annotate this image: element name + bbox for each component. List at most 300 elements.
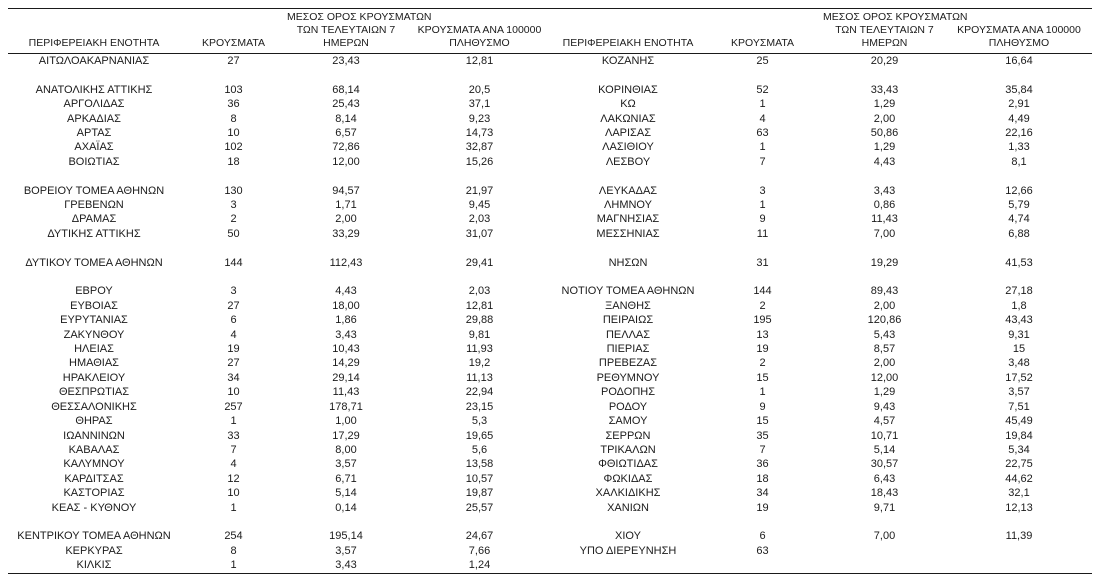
- cell-per100k-left: 31,07: [465, 227, 494, 240]
- cell-avg7-right: 11,43: [871, 213, 898, 226]
- header-region-right: [554, 9, 702, 54]
- cell-per100k-right: 6,88: [1008, 227, 1030, 240]
- cell-region-left: ΕΥΡΥΤΑΝΙΑΣ: [60, 314, 128, 327]
- cell-cases-right: 11: [756, 227, 769, 240]
- table-row: [8, 313, 1092, 327]
- cell-region-right: ΛΕΥΚΑΔΑΣ: [598, 184, 658, 197]
- cell-region-right: ΜΑΓΝΗΣΙΑΣ: [596, 213, 660, 226]
- cell-cases-left: 8: [230, 544, 237, 557]
- cell-region-right: ΝΟΤΙΟΥ ΤΟΜΕΑ ΑΘΗΝΩΝ: [561, 285, 695, 298]
- cell-region-left: ΔΥΤΙΚΗΣ ΑΤΤΙΚΗΣ: [47, 227, 141, 240]
- cell-avg7-left: [287, 270, 405, 284]
- header-avg7-right-line2: ΤΩΝ ΤΕΛΕΥΤΑΙΩΝ 7: [835, 24, 934, 36]
- cell-region-right: ΧΙΟΥ: [615, 530, 641, 543]
- cell-cases-right: 34: [756, 487, 769, 500]
- cell-per100k-right: 44,62: [1005, 472, 1033, 485]
- cell-cases-right: [702, 241, 823, 255]
- cell-cases-right: 1: [759, 386, 766, 399]
- cell-avg7-right: 2,00: [873, 299, 896, 312]
- cell-per100k-right: 22,16: [1005, 127, 1033, 140]
- cell-region-right: ΛΑΚΩΝΙΑΣ: [600, 112, 656, 125]
- cell-per100k-right: 4,49: [1008, 112, 1030, 125]
- header-cases-left-label: ΚΡΟΥΣΜΑΤΑ: [202, 37, 265, 49]
- cell-cases-right: [702, 169, 823, 183]
- cell-region-left: ΚΙΛΚΙΣ: [76, 559, 112, 572]
- cell-cases-left: 254: [224, 530, 243, 543]
- cell-avg7-right: 30,57: [870, 458, 899, 471]
- cell-region-left: ΘΕΣΣΑΛΟΝΙΚΗΣ: [51, 400, 137, 413]
- cell-cases-right: 63: [756, 127, 769, 140]
- cell-cases-left: 144: [224, 256, 243, 269]
- cell-per100k-left: 23,15: [465, 400, 494, 413]
- cell-region-left: ΚΑΒΑΛΑΣ: [68, 443, 120, 456]
- cell-avg7-right: 20,29: [870, 55, 899, 67]
- cell-region-left: ΚΑΡΔΙΤΣΑΣ: [64, 472, 124, 485]
- cell-per100k-right: 16,64: [1005, 55, 1033, 67]
- header-per100k-right-line1: ΚΡΟΥΣΜΑΤΑ ΑΝΑ 100000: [957, 24, 1081, 36]
- cell-per100k-left: 22,94: [465, 386, 494, 399]
- cell-avg7-left: 4,43: [335, 285, 357, 298]
- spacer-row: [8, 270, 1092, 284]
- cell-per100k-left: 12,81: [465, 299, 494, 312]
- cell-cases-left: [180, 515, 287, 529]
- cell-per100k-right: 9,31: [1008, 328, 1030, 341]
- cell-per100k-left: 1,24: [468, 559, 491, 572]
- cell-region-right: ΠΙΕΡΙΑΣ: [606, 343, 650, 356]
- cell-cases-left: 10: [227, 127, 240, 140]
- cell-avg7-left: [287, 515, 405, 529]
- cell-region-right: ΡΟΔΟΥ: [608, 400, 648, 413]
- cell-avg7-right: [823, 169, 946, 183]
- cell-per100k-right: 5,79: [1008, 199, 1030, 212]
- cell-cases-right: 19: [756, 343, 769, 356]
- cell-region-right: ΛΑΣΙΘΙΟΥ: [602, 141, 654, 154]
- cell-cases-left: 12: [227, 472, 240, 485]
- cell-cases-left: 50: [227, 227, 240, 240]
- cell-per100k-right: 15: [1012, 343, 1026, 356]
- cell-region-right: ΤΡΙΚΑΛΩΝ: [600, 443, 656, 456]
- cell-cases-right: 63: [756, 544, 769, 557]
- cell-cases-right: 7: [759, 155, 766, 168]
- table-row: [8, 184, 1092, 198]
- cell-per100k-left: 24,67: [465, 530, 494, 543]
- cell-cases-right: 195: [753, 314, 772, 327]
- cell-region-right: ΡΕΘΥΜΝΟΥ: [596, 371, 660, 384]
- header-avg7-left-line1: ΜΕΣΟΣ ΟΡΟΣ ΚΡΟΥΣΜΑΤΩΝ: [287, 11, 432, 23]
- cell-region-left: ΚΕΝΤΡΙΚΟΥ ΤΟΜΕΑ ΑΘΗΝΩΝ: [17, 530, 171, 543]
- header-region-left-label: ΠΕΡΙΦΕΡΕΙΑΚΗ ΕΝΟΤΗΤΑ: [28, 37, 160, 49]
- table-body: [8, 54, 1092, 574]
- cell-per100k-right: 3,48: [1008, 357, 1030, 370]
- cell-region-left: ΘΗΡΑΣ: [75, 415, 113, 428]
- cell-per100k-right: [946, 241, 1092, 255]
- cell-cases-right: [702, 558, 823, 573]
- cell-per100k-left: 21,97: [465, 184, 494, 197]
- cell-cases-right: 7: [759, 443, 766, 456]
- cell-per100k-right: 1,8: [1011, 299, 1027, 312]
- cell-per100k-left: 2,03: [468, 213, 491, 226]
- cell-avg7-right: 5,43: [873, 328, 896, 341]
- table-row: [8, 501, 1092, 515]
- cell-cases-left: [180, 270, 287, 284]
- cell-cases-right: 25: [756, 55, 769, 67]
- table-row: [8, 299, 1092, 313]
- cell-cases-right: 4: [759, 112, 766, 125]
- cell-per100k-left: 29,88: [465, 314, 494, 327]
- table-row: [8, 140, 1092, 154]
- cell-cases-left: 1: [230, 559, 237, 572]
- cell-cases-right: 15: [756, 371, 769, 384]
- header-per100k-left-line1: ΚΡΟΥΣΜΑΤΑ ΑΝΑ 100000: [417, 24, 542, 36]
- cell-avg7-left: 5,14: [335, 487, 357, 500]
- cell-avg7-left: 94,57: [332, 184, 360, 197]
- header-region-right-label: ΠΕΡΙΦΕΡΕΙΑΚΗ ΕΝΟΤΗΤΑ: [562, 37, 694, 49]
- cell-avg7-left: 25,43: [332, 98, 360, 111]
- regional-cases-table: [8, 8, 1092, 574]
- table-row: [8, 385, 1092, 399]
- cell-avg7-left: [287, 169, 405, 183]
- cell-cases-left: 1: [230, 501, 237, 514]
- cell-region-right: [554, 241, 702, 255]
- cell-region-right: ΝΗΣΩΝ: [608, 256, 648, 269]
- cell-cases-left: 33: [227, 429, 240, 442]
- cell-region-left: ΕΥΒΟΙΑΣ: [70, 299, 118, 312]
- header-cases-right-label: ΚΡΟΥΣΜΑΤΑ: [731, 37, 794, 49]
- cell-avg7-left: 23,43: [332, 55, 360, 67]
- cell-avg7-left: 29,14: [332, 371, 360, 384]
- cell-cases-right: 1: [759, 141, 766, 154]
- cell-cases-left: 10: [227, 487, 240, 500]
- cell-region-left: ΑΙΤΩΛΟΑΚΑΡΝΑΝΙΑΣ: [38, 55, 150, 67]
- cell-region-left: ΚΑΣΤΟΡΙΑΣ: [63, 487, 125, 500]
- cell-cases-right: [702, 68, 823, 82]
- cell-region-right: ΧΑΝΙΩΝ: [607, 501, 649, 514]
- cell-avg7-right: 6,43: [873, 472, 896, 485]
- cell-region-right: ΛΑΡΙΣΑΣ: [604, 127, 651, 140]
- cell-per100k-right: [946, 169, 1092, 183]
- cell-avg7-right: [823, 241, 946, 255]
- table-row: [8, 529, 1092, 543]
- table-row: [8, 256, 1092, 270]
- cell-per100k-left: 20,5: [468, 83, 491, 96]
- cell-region-left: ΗΛΕΙΑΣ: [74, 343, 114, 356]
- cell-region-left: ΒΟΙΩΤΙΑΣ: [68, 155, 120, 168]
- cell-avg7-left: 6,71: [335, 472, 357, 485]
- header-cases-left: [180, 9, 287, 54]
- table-row: [8, 155, 1092, 169]
- cell-region-left: ΑΧΑΪΑΣ: [74, 141, 114, 154]
- cell-avg7-right: 9,71: [873, 501, 896, 514]
- cell-per100k-left: 19,2: [468, 357, 491, 370]
- header-region-left: [8, 9, 180, 54]
- cell-region-right: ΚΟΡΙΝΘΙΑΣ: [598, 83, 658, 96]
- cell-avg7-left: 17,29: [332, 429, 360, 442]
- cell-avg7-right: 19,29: [870, 256, 899, 269]
- cell-cases-right: 1: [759, 199, 766, 212]
- header-avg7-left: [287, 9, 432, 54]
- cell-per100k-left: 9,23: [468, 112, 491, 125]
- cell-per100k-left: 11,13: [466, 371, 493, 384]
- header-avg7-left-line3: ΗΜΕΡΩΝ: [323, 37, 369, 49]
- cell-per100k-left: 7,66: [468, 544, 491, 557]
- cell-avg7-left: 33,29: [332, 227, 360, 240]
- table-row: [8, 414, 1092, 428]
- cell-per100k-right: 4,74: [1008, 213, 1030, 226]
- table-row: [8, 97, 1092, 111]
- cell-region-left: ΗΡΑΚΛΕΙΟΥ: [62, 371, 126, 384]
- cell-region-left: ΚΕΑΣ - ΚΥΘΝΟΥ: [51, 501, 137, 514]
- cell-per100k-right: [946, 558, 1092, 573]
- cell-avg7-left: 72,86: [332, 141, 360, 154]
- cell-cases-left: 3: [230, 285, 237, 298]
- header-cases-right: [702, 9, 823, 54]
- cell-region-left: [8, 169, 180, 183]
- table-row: [8, 212, 1092, 226]
- cell-per100k-right: [946, 68, 1092, 82]
- cell-per100k-left: [405, 515, 554, 529]
- cell-avg7-right: 5,14: [873, 443, 896, 456]
- table-row: [8, 328, 1092, 342]
- cell-per100k-right: 12,13: [1005, 501, 1033, 514]
- cell-region-right: ΛΗΜΝΟΥ: [604, 199, 652, 212]
- cell-avg7-right: 1,29: [873, 98, 896, 111]
- cell-avg7-right: 12,00: [870, 371, 899, 384]
- cell-avg7-right: 9,43: [873, 400, 896, 413]
- cell-cases-left: [180, 169, 287, 183]
- cell-region-left: [8, 270, 180, 284]
- cell-per100k-right: 27,18: [1005, 285, 1033, 298]
- cell-region-right: ΚΩ: [620, 98, 636, 111]
- cell-avg7-left: 8,00: [335, 443, 357, 456]
- cell-avg7-left: 68,14: [332, 83, 360, 96]
- cell-avg7-right: 1,29: [873, 141, 896, 154]
- cell-avg7-left: [287, 68, 405, 82]
- cell-region-left: ΖΑΚΥΝΘΟΥ: [63, 328, 125, 341]
- cell-region-left: ΑΝΑΤΟΛΙΚΗΣ ΑΤΤΙΚΗΣ: [35, 83, 153, 96]
- cell-avg7-left: 0,14: [335, 501, 357, 514]
- cell-cases-left: 19: [227, 343, 240, 356]
- cell-avg7-left: 1,00: [335, 415, 357, 428]
- cell-region-left: ΓΡΕΒΕΝΩΝ: [64, 199, 124, 212]
- cell-avg7-left: [287, 241, 405, 255]
- cell-cases-left: 102: [224, 141, 243, 154]
- cell-cases-right: 13: [756, 328, 769, 341]
- cell-region-left: ΚΑΛΥΜΝΟΥ: [63, 458, 125, 471]
- cell-region-left: [8, 241, 180, 255]
- cell-per100k-left: 29,41: [465, 256, 494, 269]
- cell-cases-left: [180, 68, 287, 82]
- cell-avg7-right: 7,00: [873, 530, 896, 543]
- table-row: [8, 356, 1092, 370]
- cell-per100k-left: 11,93: [466, 343, 493, 356]
- cell-per100k-left: 15,26: [465, 155, 494, 168]
- cell-region-right: ΧΑΛΚΙΔΙΚΗΣ: [595, 487, 661, 500]
- cell-per100k-right: 3,57: [1008, 386, 1030, 399]
- cell-avg7-left: 8,14: [335, 112, 357, 125]
- cell-cases-left: 10: [227, 386, 240, 399]
- cell-per100k-right: 45,49: [1005, 415, 1033, 428]
- cell-cases-left: 27: [227, 299, 240, 312]
- cell-region-left: [8, 68, 180, 82]
- cell-avg7-left: 3,57: [335, 458, 357, 471]
- cell-cases-left: 130: [224, 184, 243, 197]
- cell-avg7-left: 178,71: [329, 400, 363, 413]
- cell-avg7-left: 2,00: [335, 213, 357, 226]
- cell-cases-left: 27: [227, 55, 240, 67]
- header-per100k-right: [946, 9, 1092, 54]
- cell-region-left: ΕΒΡΟΥ: [75, 285, 113, 298]
- cell-region-right: ΜΕΣΣΗΝΙΑΣ: [596, 227, 660, 240]
- cell-avg7-right: [823, 68, 946, 82]
- cell-cases-right: 52: [756, 83, 769, 96]
- cell-cases-right: 9: [759, 213, 766, 226]
- cell-per100k-right: 12,66: [1005, 184, 1033, 197]
- cell-per100k-right: 1,33: [1008, 141, 1030, 154]
- table-row: [8, 112, 1092, 126]
- cell-region-right: ΦΘΙΩΤΙΔΑΣ: [598, 458, 658, 471]
- table-row: [8, 284, 1092, 298]
- cell-region-left: ΑΡΓΟΛΙΔΑΣ: [63, 98, 125, 111]
- cell-cases-left: 36: [227, 98, 240, 111]
- header-per100k-left-line2: ΠΛΗΘΥΣΜΟ: [449, 37, 510, 49]
- cell-cases-right: 9: [759, 400, 766, 413]
- cell-per100k-right: 32,1: [1008, 487, 1030, 500]
- cell-region-left: ΗΜΑΘΙΑΣ: [69, 357, 119, 370]
- cell-cases-right: 15: [756, 415, 769, 428]
- cell-avg7-right: 7,00: [873, 227, 896, 240]
- cell-cases-left: 4: [230, 328, 237, 341]
- cell-per100k-right: [946, 515, 1092, 529]
- cell-per100k-left: 32,87: [465, 141, 494, 154]
- table-row: [8, 227, 1092, 241]
- cell-avg7-left: 10,43: [332, 343, 360, 356]
- cell-per100k-left: 14,73: [465, 127, 494, 140]
- cell-per100k-right: 8,1: [1011, 155, 1027, 168]
- cell-avg7-right: 4,57: [873, 415, 896, 428]
- cell-region-left: ΔΥΤΙΚΟΥ ΤΟΜΕΑ ΑΘΗΝΩΝ: [25, 256, 163, 269]
- cell-per100k-left: 2,03: [468, 285, 491, 298]
- cell-per100k-left: 12,81: [465, 55, 494, 67]
- table-row: [8, 544, 1092, 558]
- cell-cases-right: 3: [759, 184, 766, 197]
- cell-cases-right: 18: [756, 472, 769, 485]
- cell-region-right: [554, 68, 702, 82]
- spacer-row: [8, 169, 1092, 183]
- cell-per100k-left: [405, 68, 554, 82]
- spacer-row: [8, 68, 1092, 82]
- cell-region-right: [554, 270, 702, 284]
- header-row: [8, 9, 1092, 54]
- cell-avg7-right: 50,86: [870, 127, 899, 140]
- cell-per100k-right: 11,39: [1005, 530, 1033, 543]
- cell-cases-right: 35: [756, 429, 769, 442]
- cell-cases-right: 36: [756, 458, 769, 471]
- table-row: [8, 342, 1092, 356]
- table-row: [8, 371, 1092, 385]
- cell-per100k-left: 37,1: [468, 98, 491, 111]
- cell-avg7-left: 18,00: [332, 299, 360, 312]
- cell-avg7-left: 3,43: [335, 559, 357, 572]
- cell-per100k-right: 35,84: [1005, 83, 1033, 96]
- cell-per100k-left: 25,57: [465, 501, 494, 514]
- cell-per100k-left: 19,87: [465, 487, 494, 500]
- cell-cases-left: 34: [227, 371, 240, 384]
- cell-per100k-right: 41,53: [1005, 256, 1033, 269]
- table-row: [8, 558, 1092, 573]
- cell-avg7-right: 120,86: [867, 314, 902, 327]
- table-row: [8, 457, 1092, 471]
- cell-avg7-left: 6,57: [335, 127, 357, 140]
- cell-avg7-left: 14,29: [332, 357, 360, 370]
- cell-region-right: [554, 169, 702, 183]
- header-avg7-right-line3: ΗΜΕΡΩΝ: [861, 37, 908, 49]
- cell-avg7-right: 3,43: [873, 184, 896, 197]
- spacer-row: [8, 241, 1092, 255]
- table-row: [8, 472, 1092, 486]
- cell-per100k-left: 5,3: [471, 415, 488, 428]
- cell-region-right: ΞΑΝΘΗΣ: [605, 299, 651, 312]
- cell-region-left: ΑΡΤΑΣ: [76, 127, 112, 140]
- cell-cases-right: 144: [753, 285, 772, 298]
- cell-per100k-right: 7,51: [1008, 400, 1030, 413]
- cell-avg7-right: 2,00: [873, 357, 896, 370]
- cell-per100k-left: 9,45: [468, 199, 491, 212]
- header-avg7-left-line2: ΤΩΝ ΤΕΛΕΥΤΑΙΩΝ 7: [296, 24, 396, 36]
- cell-avg7-right: [823, 270, 946, 284]
- cell-avg7-left: 1,71: [335, 199, 357, 212]
- cell-region-left: [8, 515, 180, 529]
- cell-region-right: ΣΑΜΟΥ: [608, 415, 648, 428]
- cell-region-right: ΚΟΖΑΝΗΣ: [601, 55, 655, 67]
- cell-region-right: [554, 515, 702, 529]
- table-row: [8, 486, 1092, 500]
- cell-region-left: ΙΩΑΝΝΙΝΩΝ: [63, 429, 125, 442]
- cell-per100k-left: [405, 241, 554, 255]
- cell-avg7-right: [823, 515, 946, 529]
- cell-cases-left: 4: [230, 458, 237, 471]
- cell-cases-right: 19: [756, 501, 769, 514]
- cell-cases-left: 1: [230, 415, 237, 428]
- cell-region-right: ΠΕΛΛΑΣ: [605, 328, 651, 341]
- cell-cases-right: 2: [759, 357, 766, 370]
- cell-per100k-right: [946, 544, 1092, 558]
- cell-cases-left: 8: [230, 112, 237, 125]
- header-avg7-right-line1: ΜΕΣΟΣ ΟΡΟΣ ΚΡΟΥΣΜΑΤΩΝ: [823, 11, 968, 23]
- cell-avg7-left: 3,43: [335, 328, 357, 341]
- cell-region-left: ΑΡΚΑΔΙΑΣ: [67, 112, 121, 125]
- cell-region-left: ΘΕΣΠΡΩΤΙΑΣ: [58, 386, 130, 399]
- cell-avg7-right: 10,71: [870, 429, 899, 442]
- cell-per100k-left: [405, 169, 554, 183]
- cell-cases-right: 2: [759, 299, 766, 312]
- cell-per100k-left: 9,81: [468, 328, 491, 341]
- cell-cases-left: 6: [230, 314, 237, 327]
- cell-avg7-left: 195,14: [329, 530, 363, 543]
- cell-cases-left: 18: [227, 155, 240, 168]
- cell-cases-left: 3: [230, 199, 237, 212]
- cell-avg7-right: 1,29: [873, 386, 896, 399]
- cell-per100k-right: 43,43: [1005, 314, 1033, 327]
- cell-region-left: ΒΟΡΕΙΟΥ ΤΟΜΕΑ ΑΘΗΝΩΝ: [23, 184, 165, 197]
- cell-avg7-left: 11,43: [332, 386, 360, 399]
- cell-region-right: ΦΩΚΙΔΑΣ: [603, 472, 653, 485]
- cell-per100k-left: 19,65: [465, 429, 494, 442]
- cell-region-right: ΣΕΡΡΩΝ: [605, 429, 651, 442]
- cell-avg7-right: 33,43: [870, 83, 899, 96]
- header-per100k-right-line2: ΠΛΗΘΥΣΜΟ: [988, 37, 1050, 49]
- cell-avg7-left: 112,43: [329, 256, 363, 269]
- header-avg7-right: [823, 9, 968, 54]
